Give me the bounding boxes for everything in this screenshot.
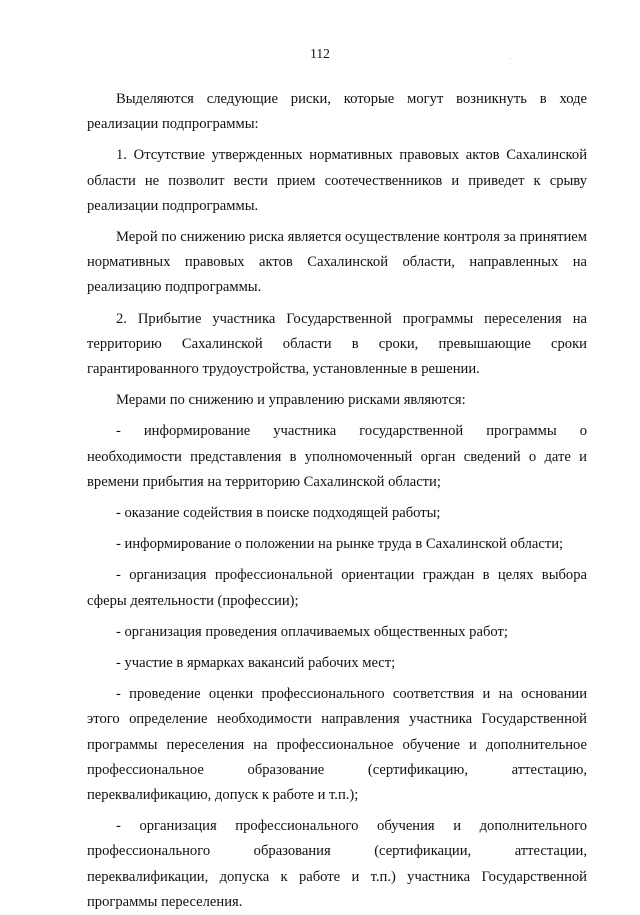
paragraph-risk-2: 2. Прибытие участника Государственной программы переселения на территорию Сахалинской области в сроки, превышающие сроки гарантированного трудоустройства, установленные в решении. [87,310,587,378]
page-number: 112 [310,46,330,61]
list-item-qualification-assessment: - проведение оценки профессионального соответствия и на основании этого определение необходимости направления участника Государственной программы переселения на профессиональное обучение и дополнительное профессиональное образование (сертификацию, аттестацию, переквалификацию, допуск к работе и т.п.); [87,686,587,804]
paragraph-risk-1: 1. Отсутствие утвержденных нормативных правовых актов Сахалинской области не позволит вести прием соотечественников и приведет к срыву реализации подпрограммы. [87,147,587,214]
list-item-public-works: - организация проведения оплачиваемых общественных работ; [116,623,508,640]
list-item-career-orientation: - организация профессиональной ориентации граждан в целях выбора сферы деятельности (профессии); [87,567,587,609]
paragraph-risks-intro: Выделяются следующие риски, которые могут возникнуть в ходе реализации подпрограммы: [87,91,587,133]
body-text [87,87,587,915]
paragraph-measures-intro: Мерами по снижению и управлению рисками являются: [116,392,466,409]
paragraph-risk-1-mitigation: Мерой по снижению риска является осуществление контроля за принятием нормативных правовых актов Сахалинской области, направленных на реализацию подпрограммы. [87,229,587,296]
list-item-informing-arrival: - информирование участника государственной программы о необходимости представления в уполномоченный орган сведений о дате и времени прибытия на территорию Сахалинской области; [87,423,587,490]
list-item-job-fairs: - участие в ярмарках вакансий рабочих мест; [116,655,396,672]
list-item-labor-market-info: - информирование о положении на рынке труда в Сахалинской области; [116,536,564,553]
list-item-job-search: - оказание содействия в поиске подходящей работы; [116,505,441,522]
list-item-professional-training: - организация профессионального обучения и дополнительного профессионального образования (сертификации, аттестации, переквалификации, допуска к работе и т.п.) участника Государственной программы переселения. [87,818,587,910]
